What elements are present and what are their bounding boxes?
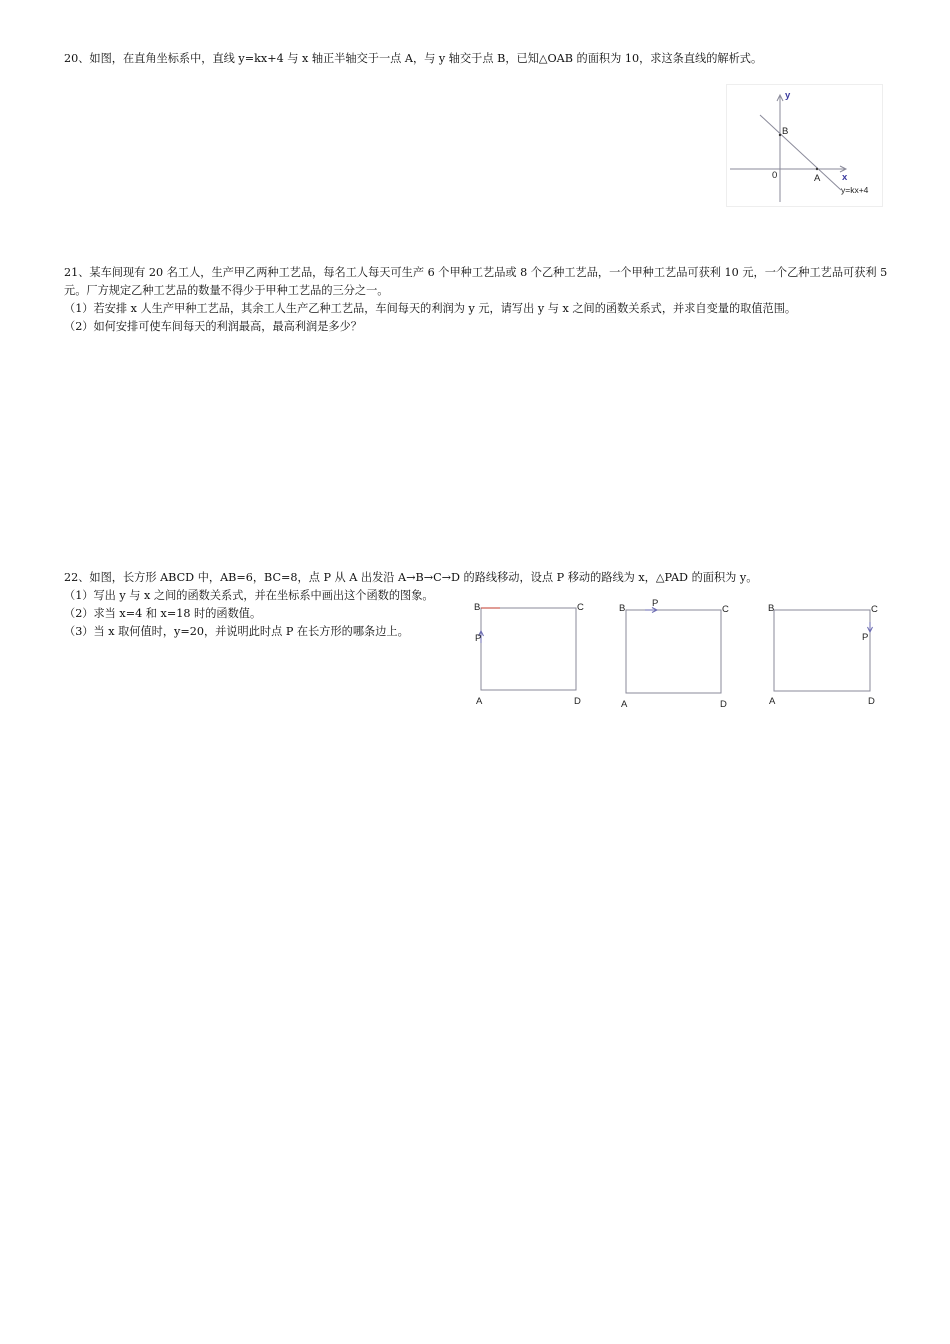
rectangle-abcd xyxy=(774,610,870,691)
vertex-d-label: D xyxy=(720,699,727,710)
point-p-label: P xyxy=(475,633,482,644)
line-equation-label: y=kx+4 xyxy=(841,185,869,195)
point-p-label: P xyxy=(652,598,659,609)
question-21-part-1: （1）若安排 x 人生产甲种工艺品，其余工人生产乙种工艺品，车间每天的利润为 y 元，请写出 y 与 x 之间的函数关系式，并求自变量的取值范围。 xyxy=(64,302,797,315)
vertex-b-label: B xyxy=(768,603,775,614)
point-a-label: A xyxy=(814,173,821,184)
q22-rectangle-figure-3 xyxy=(762,596,887,712)
vertex-a-label: A xyxy=(476,696,483,707)
question-20-stem: 20、如图，在直角坐标系中，直线 y=kx+4 与 x 轴正半轴交于一点 A，与 y 轴交于点 B，已知△OAB 的面积为 10，求这条直线的解析式。 xyxy=(64,52,763,65)
question-20 xyxy=(64,50,894,68)
question-21 xyxy=(64,264,894,336)
point-a-dot xyxy=(816,168,818,170)
question-22 xyxy=(64,569,758,641)
q22-rectangle-figure-2 xyxy=(615,596,735,714)
question-22-part-1: （1）写出 y 与 x 之间的函数关系式，并在坐标系中画出这个函数的图象。 xyxy=(64,589,434,602)
vertex-b-label: B xyxy=(619,603,626,614)
vertex-a-label: A xyxy=(769,696,776,707)
origin-label: 0 xyxy=(772,170,778,181)
question-21-part-2: （2）如何安排可使车间每天的利润最高，最高利润是多少？ xyxy=(64,320,362,333)
vertex-d-label: D xyxy=(574,696,581,707)
vertex-c-label: C xyxy=(871,604,878,615)
question-21-stem: 21、某车间现有 20 名工人，生产甲乙两种工艺品，每名工人每天可生产 6 个甲种工艺品或 8 个乙种工艺品，一个甲种工艺品可获利 10 元，一个乙种工艺品可获利 5 元。厂方规定乙种工艺品的数量不得少于甲种工艺品的三分之一。 xyxy=(64,266,888,297)
rectangle-abcd xyxy=(481,608,576,690)
point-p-label: P xyxy=(862,632,869,643)
rectangle-abcd xyxy=(626,610,721,693)
q20-coordinate-figure xyxy=(726,84,884,208)
x-axis-label: x xyxy=(842,172,848,183)
question-22-part-3: （3）当 x 取何值时，y=20，并说明此时点 P 在长方形的哪条边上。 xyxy=(64,625,409,638)
q22-rectangle-figure-1 xyxy=(470,596,590,712)
question-22-part-2: （2）求当 x=4 和 x=18 时的函数值。 xyxy=(64,607,262,620)
vertex-c-label: C xyxy=(722,604,729,615)
y-axis-label: y xyxy=(785,90,791,101)
point-b-dot xyxy=(779,134,781,136)
vertex-b-label: B xyxy=(474,602,481,613)
vertex-a-label: A xyxy=(621,699,628,710)
question-22-stem: 22、如图，长方形 ABCD 中，AB=6，BC=8，点 P 从 A 出发沿 A→B→C→D 的路线移动，设点 P 移动的路线为 x，△PAD 的面积为 y。 xyxy=(64,571,758,584)
vertex-d-label: D xyxy=(868,696,875,707)
vertex-c-label: C xyxy=(577,602,584,613)
point-b-label: B xyxy=(782,126,789,137)
